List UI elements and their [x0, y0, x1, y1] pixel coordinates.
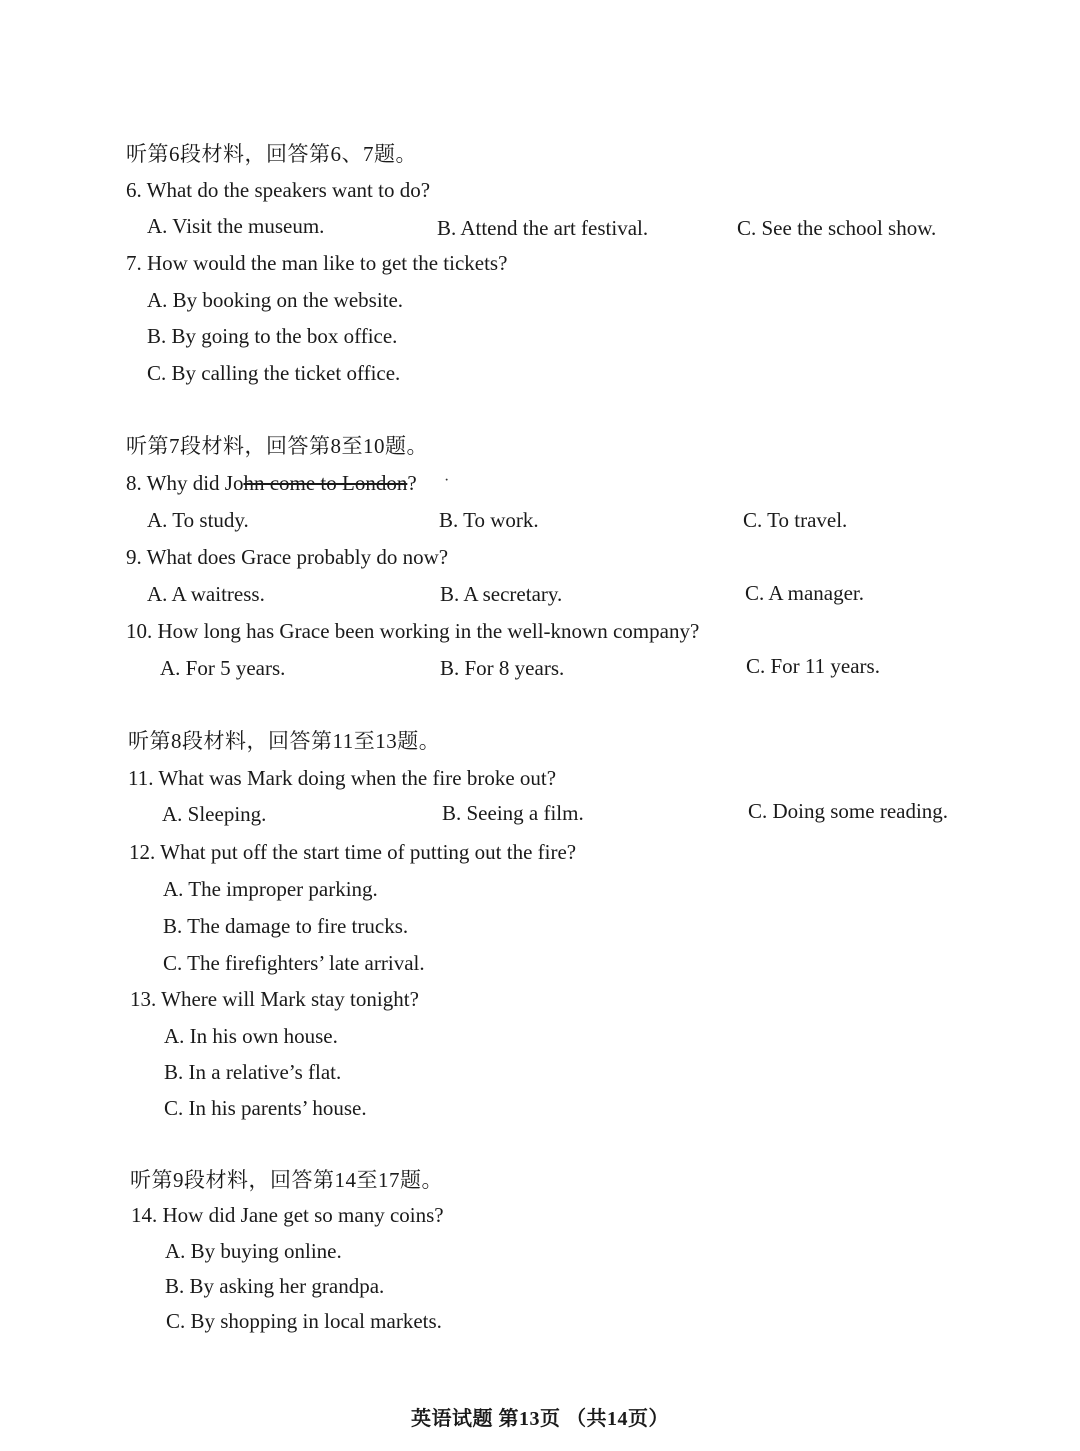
question-stem: 12. What put off the start time of putting out the fire? — [129, 840, 577, 864]
stem-suffix: ? — [407, 471, 417, 495]
section-header: 听第7段材料，回答第8至10题。 — [126, 434, 428, 458]
option-a: A. For 5 years. — [160, 656, 286, 680]
question-stem: 11. What was Mark doing when the fire broke out? — [128, 766, 557, 790]
page-footer: 英语试题 第13页 （共14页） — [411, 1408, 669, 1430]
option-a: A. Sleeping. — [162, 802, 267, 826]
section-header: 听第6段材料，回答第6、7题。 — [126, 142, 417, 166]
option-b: B. To work. — [439, 508, 539, 532]
option-a: A. By booking on the website. — [147, 288, 404, 312]
option-c: C. The firefighters’ late arrival. — [163, 951, 425, 975]
option-c: C. To travel. — [743, 508, 848, 532]
stem-prefix: 8. Why did Jo — [126, 471, 244, 495]
option-c: C. Doing some reading. — [748, 799, 949, 823]
option-b: B. Seeing a film. — [442, 801, 584, 825]
option-a: A. The improper parking. — [163, 877, 378, 901]
option-a: A. A waitress. — [147, 582, 265, 606]
option-b: B. A secretary. — [440, 582, 563, 606]
option-c: C. In his parents’ house. — [164, 1096, 367, 1120]
option-c: C. See the school show. — [737, 216, 937, 240]
option-b: B. In a relative’s flat. — [164, 1060, 342, 1084]
question-stem: 10. How long has Grace been working in the well-known company? — [126, 619, 700, 643]
pen-dot-mark: · — [444, 472, 450, 489]
option-b: B. The damage to fire trucks. — [163, 914, 409, 938]
question-stem: 9. What does Grace probably do now? — [126, 545, 449, 569]
option-b: B. By going to the box office. — [147, 324, 398, 348]
option-a: A. To study. — [147, 508, 249, 532]
option-c: C. For 11 years. — [746, 654, 880, 678]
option-c: C. A manager. — [745, 581, 864, 605]
option-c: C. By calling the ticket office. — [147, 361, 401, 385]
section-header: 听第8段材料，回答第11至13题。 — [128, 729, 441, 753]
question-stem — [126, 470, 417, 496]
question-stem: 14. How did Jane get so many coins? — [131, 1203, 444, 1227]
option-b: B. Attend the art festival. — [437, 216, 649, 240]
option-c: C. By shopping in local markets. — [166, 1309, 442, 1333]
question-stem: 13. Where will Mark stay tonight? — [130, 987, 419, 1011]
option-b: B. By asking her grandpa. — [165, 1274, 385, 1298]
section-header: 听第9段材料，回答第14至17题。 — [130, 1168, 443, 1192]
option-b: B. For 8 years. — [440, 656, 565, 680]
question-stem: 7. How would the man like to get the tickets? — [126, 251, 508, 275]
option-a: A. Visit the museum. — [147, 214, 325, 238]
question-stem: 6. What do the speakers want to do? — [126, 178, 431, 202]
option-a: A. In his own house. — [164, 1024, 338, 1048]
option-a: A. By buying online. — [165, 1239, 342, 1263]
stem-struck-text: hn come to London — [243, 471, 408, 495]
